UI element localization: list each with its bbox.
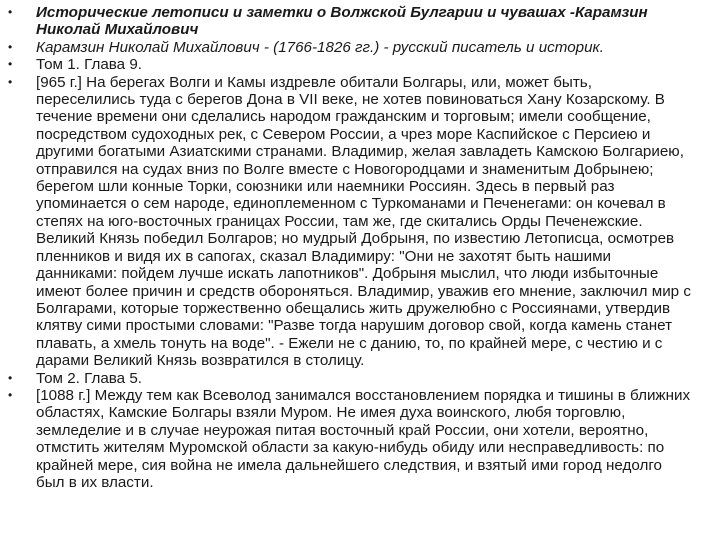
list-item-author: [0, 39, 720, 56]
bullet-dot-icon: •: [8, 387, 13, 402]
list-item-volume-2: [0, 370, 720, 387]
passage-text: [965 г.] На берегах Волги и Камы издревле обитали Болгары, или, может быть, переселились туда с берегов Дона в VII веке, не хотев повиноваться Хану Козарскому. В течение времени они сделались народом гражданским и торговым; имели сообщение, посредством судоходных рек, с Севером России, а чрез море Каспийское с Персиею и другими богатыми Азиатскими странами. Владимир, желая завладеть Камскою Болгариею, отправился на судах вниз по Волге вместе с Новогородцами и знаменитым Добрынею; берегом шли конные Торки, союзники или наемники Россиян. Здесь в первый раз упоминается о сем народе, единоплеменном с Туркоманами и Печенегами: он кочевал в степях на юго-восточных границах России, там же, где скитались Орды Печенежские. Великий Князь победил Болгаров; но мудрый Добрыня, по известию Летописца, осмотрев пленников и видя их в сапогах, сказал Владимиру: "Они не захотят быть нашими данниками: пойдем лучше искать лапотников". Добрыня мыслил, что люди избыточные имеют более причин и средств обороняться. Владимир, уважив его мнение, заключил мир с Болгарами, которые торжественно обещались жить дружелюбно с Россиянами, утвердив клятву сими простыми словами: "Разве тогда нарушим договор свой, когда камень станет плавать, а хмель тонуть на воде". - Ежели не с данию, то, по крайней мере, с честию и с дарами Великий Князь возвратился в столицу.: [36, 73, 691, 370]
list-item-passage-1088: [0, 387, 720, 491]
list-item-volume-1: [0, 56, 720, 73]
list-item-title: [0, 4, 720, 39]
bullet-dot-icon: •: [8, 74, 13, 89]
bullet-dot-icon: •: [8, 57, 13, 72]
passage-text: [1088 г.] Между тем как Всеволод занимался восстановлением порядка и тишины в ближних областях, Камские Болгары взяли Муром. Не имея духа воинского, любя торговлю, земледелие и в случае неурожая питая восточный край России, они хотели, вероятно, отмстить жителям Муромской области за какую-нибудь обиду или несправедливость: по крайней мере, сия война не имела дальнейшего следствия, и взятый ими город недолго был в их власти.: [36, 386, 691, 491]
volume-heading: Том 1. Глава 9.: [36, 56, 142, 74]
volume-heading: Том 2. Глава 5.: [36, 369, 142, 387]
bullet-dot-icon: •: [8, 5, 13, 19]
list-item-passage-965: [0, 74, 720, 370]
bullet-dot-icon: •: [8, 39, 13, 54]
author-description: Карамзин Николай Михайлович - (1766-1826 гг.) - русский писатель и историк.: [36, 38, 604, 56]
document-title: Исторические летописи и заметки о Волжской Булгарии и чувашах -Карамзин Николай Михайлович: [36, 4, 648, 39]
bullet-list: [0, 4, 720, 491]
bullet-dot-icon: •: [8, 370, 13, 385]
